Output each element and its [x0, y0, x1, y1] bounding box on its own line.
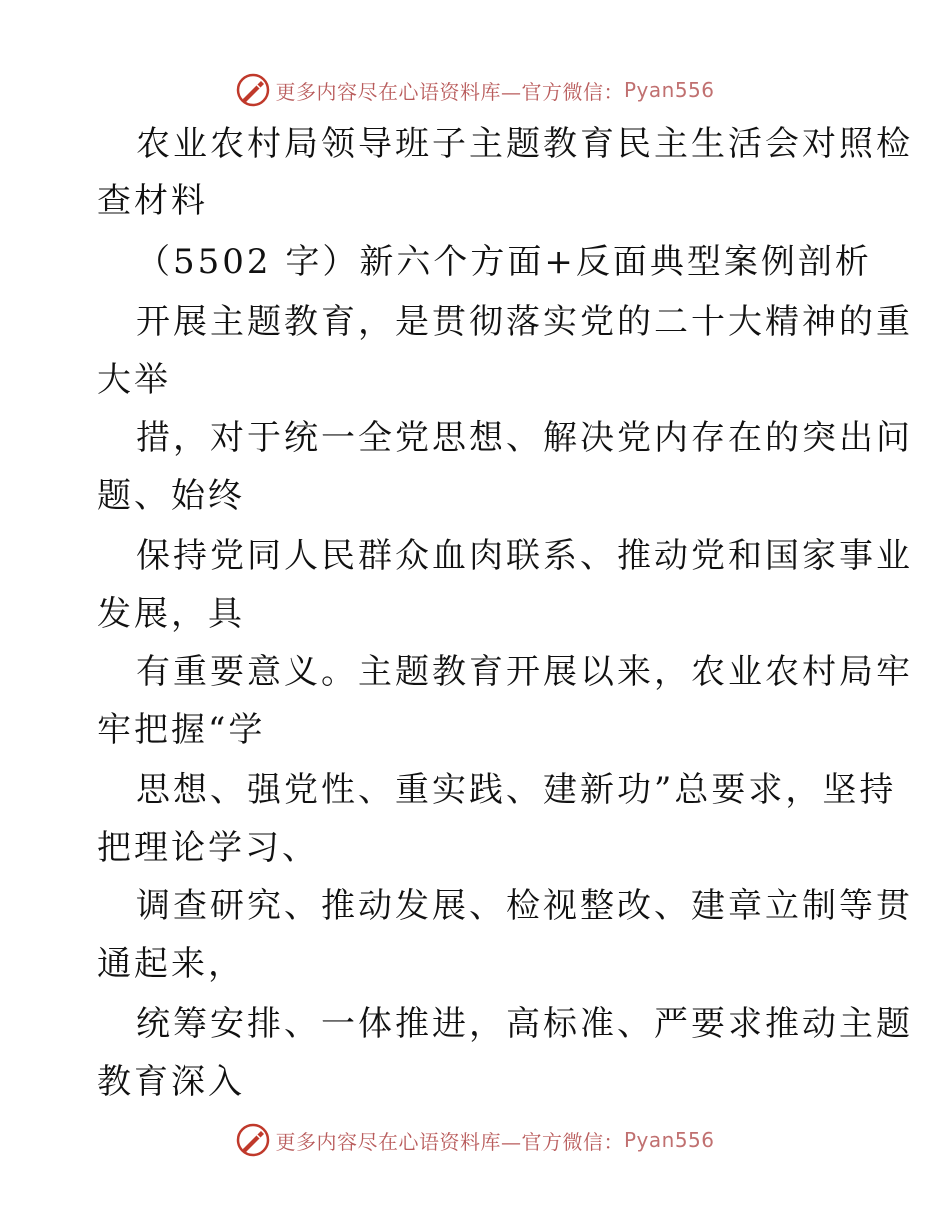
paragraph-line: 保持党同人民群众血肉联系、推动党和国家事业	[136, 536, 913, 576]
banner-wechat-id: Pyan556	[623, 1128, 715, 1152]
footer-watermark-banner	[0, 1118, 950, 1162]
banner-text: 更多内容尽在心语资料库—官方微信：	[275, 79, 624, 104]
paragraph-line: 措，对于统一全党思想、解决党内存在的突出问	[136, 418, 913, 458]
paragraph-line: 开展主题教育，是贯彻落实党的二十大精神的重	[136, 302, 913, 342]
header-watermark-banner	[0, 68, 950, 112]
paragraph-line: 牢把握“学	[97, 710, 266, 750]
paragraph-line: 思想、强党性、重实践、建新功”总要求，坚持	[136, 770, 897, 810]
quill-logo-icon	[235, 1122, 271, 1158]
paragraph-line: 查材料	[97, 181, 208, 221]
paragraph-line: （5502 字）新六个方面+反面典型案例剖析	[136, 242, 872, 282]
paragraph-line: 教育深入	[97, 1062, 245, 1102]
paragraph-line: 大举	[97, 360, 171, 400]
paragraph-line: 发展，具	[97, 594, 245, 634]
quill-logo-icon	[235, 72, 271, 108]
paragraph-line: 题、始终	[97, 476, 245, 516]
banner-wechat-id: Pyan556	[623, 78, 715, 102]
paragraph-line: 通起来，	[97, 944, 245, 984]
banner-text: 更多内容尽在心语资料库—官方微信：	[275, 1129, 624, 1154]
paragraph-line: 农业农村局领导班子主题教育民主生活会对照检	[136, 124, 913, 164]
paragraph-line: 调查研究、推动发展、检视整改、建章立制等贯	[136, 886, 913, 926]
paragraph-line: 有重要意义。主题教育开展以来，农业农村局牢	[136, 652, 913, 692]
paragraph-line: 统筹安排、一体推进，高标准、严要求推动主题	[136, 1004, 913, 1044]
paragraph-line: 把理论学习、	[97, 828, 319, 868]
